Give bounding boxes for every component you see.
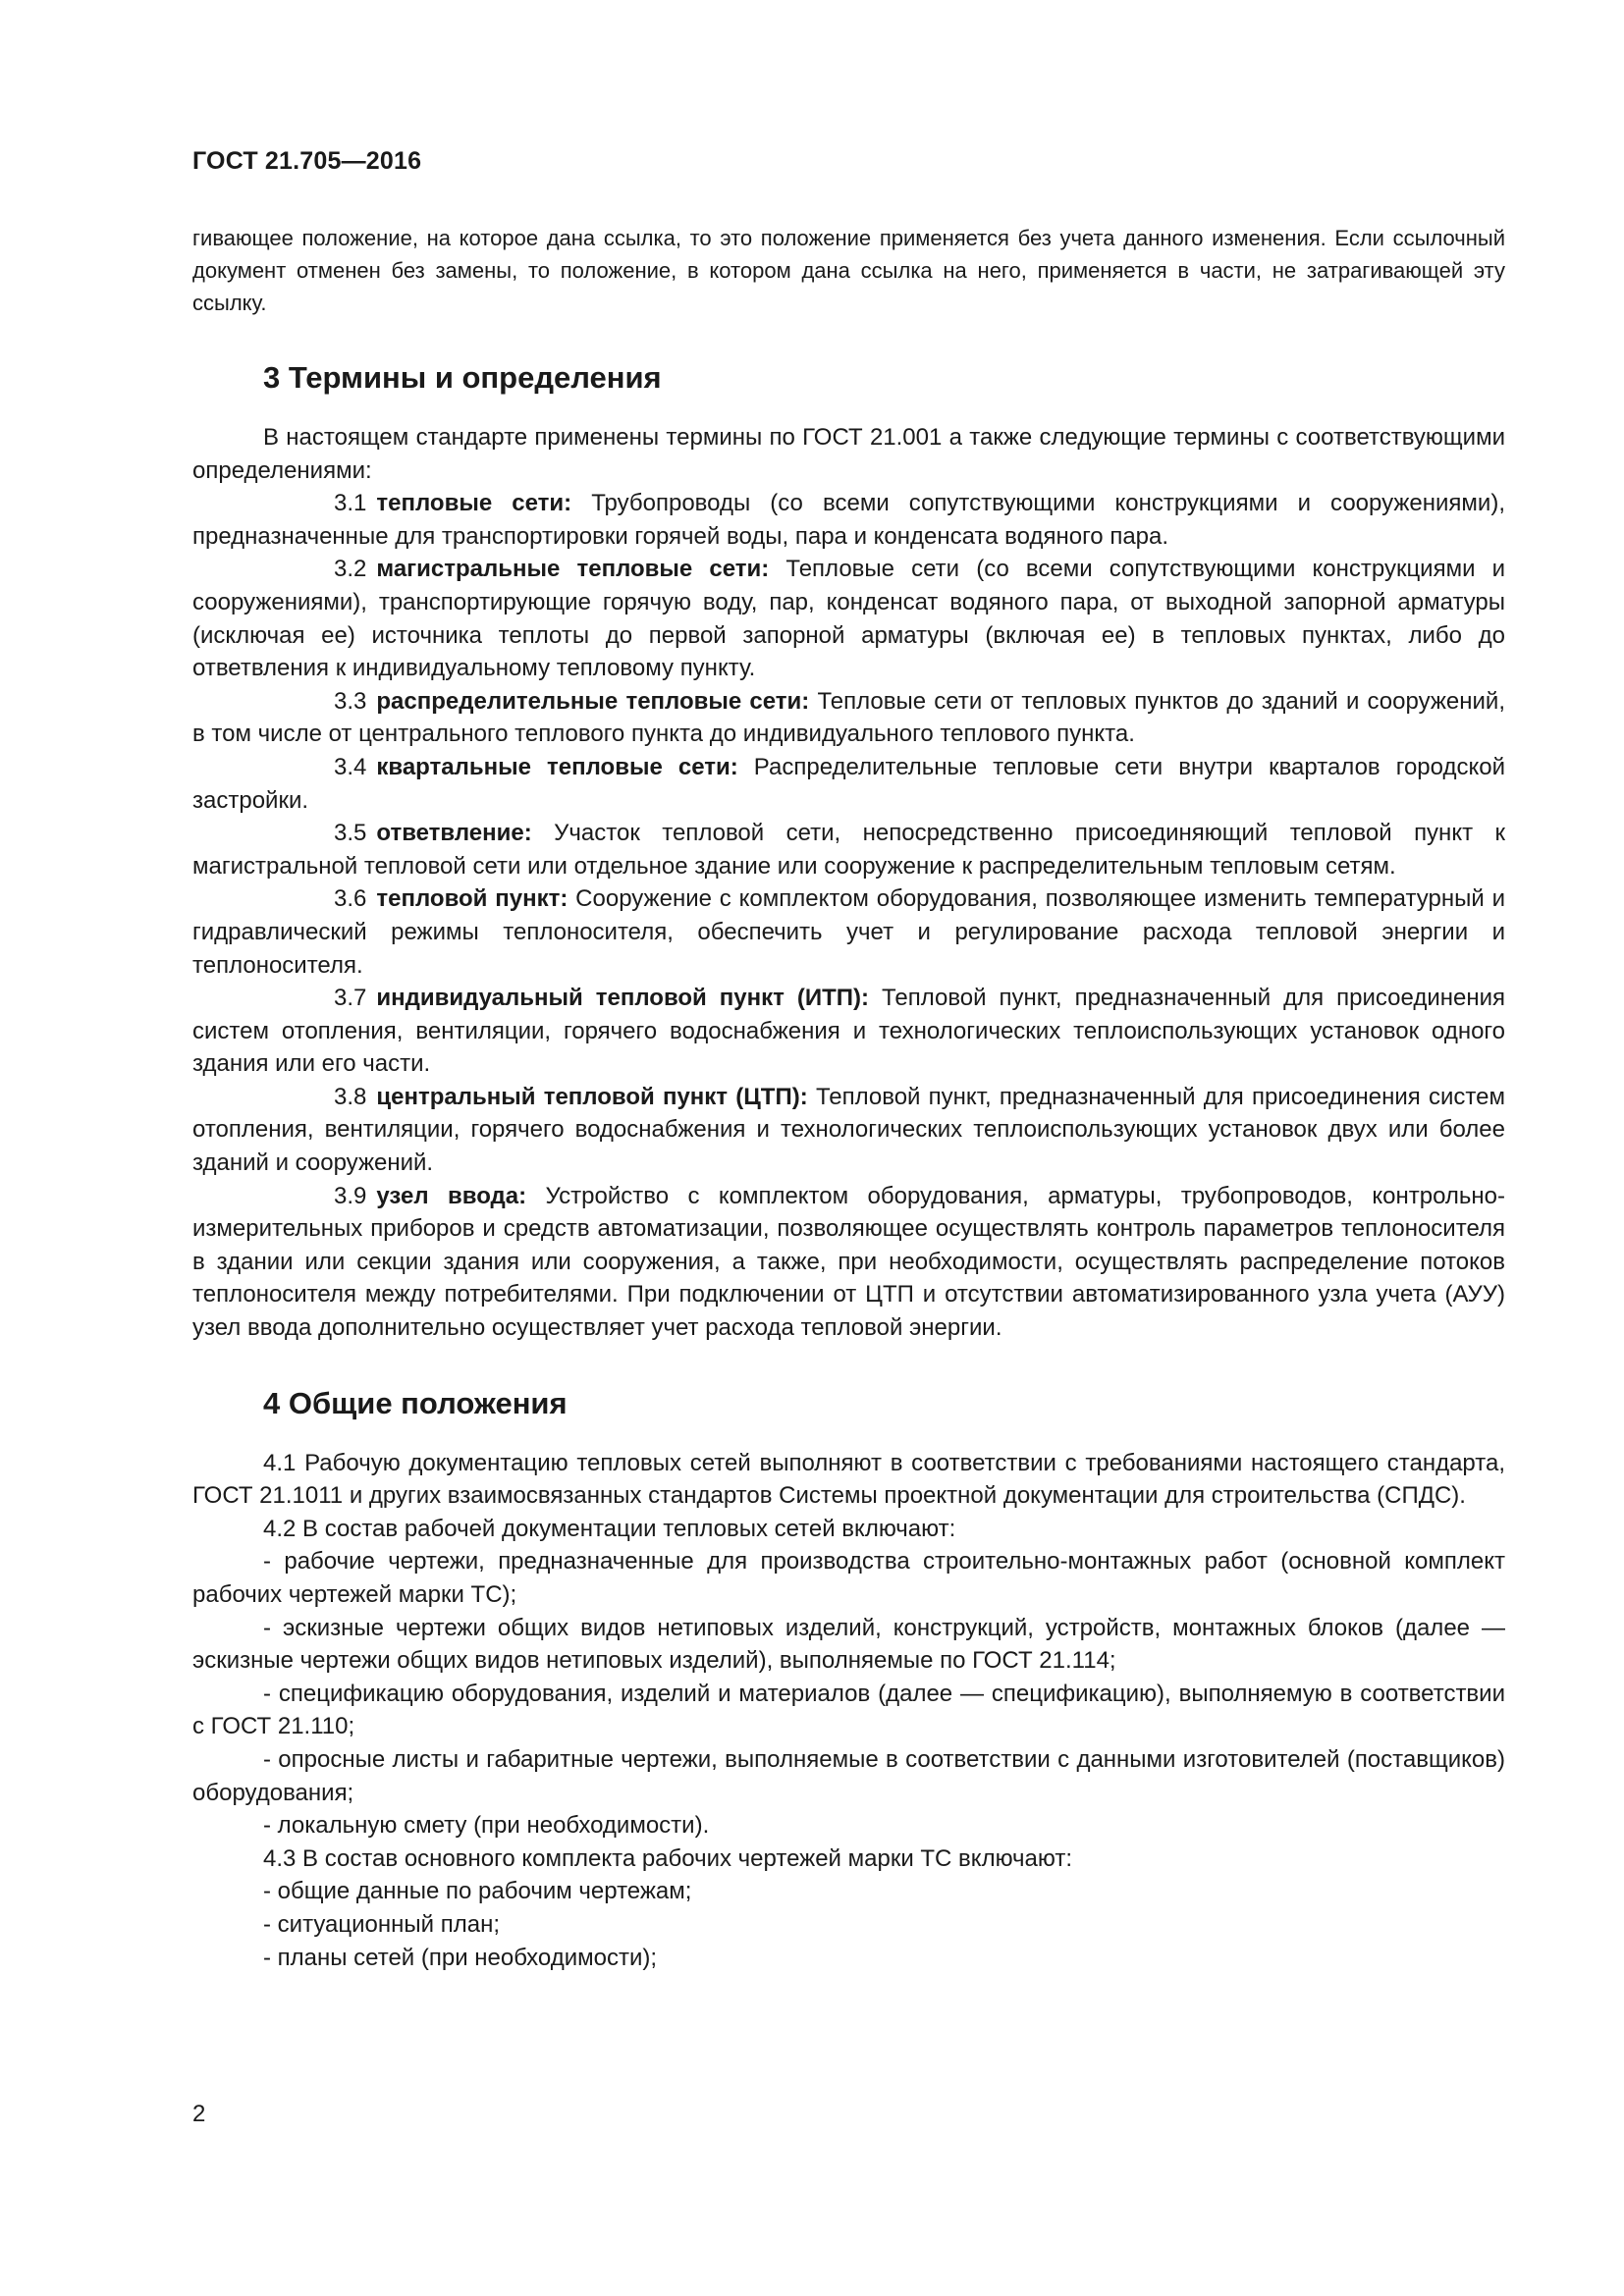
term-item: 3.6 тепловой пункт: Сооружение с комплектом оборудования, позволяющее изменить температурный и гидравлический режимы теплоносителя, обеспечить учет и регулирование расхода тепловой энергии и теплоносителя. <box>192 885 1505 979</box>
section-4-heading: 4 Общие положения <box>263 1385 568 1420</box>
term-item: 3.4 квартальные тепловые сети: Распределительные тепловые сети внутри кварталов городской застройки. <box>192 753 1505 814</box>
term-item: 3.8 центральный тепловой пункт (ЦТП): Тепловой пункт, предназначенный для присоединения систем отопления, вентиляции, горячего водоснабжения и технологических теплоиспользующих установок двух или более зданий и сооружений. <box>192 1083 1505 1177</box>
list-item: - спецификацию оборудования, изделий и материалов (далее — спецификацию), выполняемую в соответствии с ГОСТ 21.110; <box>192 1680 1505 1740</box>
term-item: 3.7 индивидуальный тепловой пункт (ИТП): Тепловой пункт, предназначенный для присоединения систем отопления, вентиляции, горячего водоснабжения и технологических теплоиспользующих установок одного здания или его части. <box>192 985 1506 1078</box>
list-item: - рабочие чертежи, предназначенные для производства строительно-монтажных работ (основной комплект рабочих чертежей марки ТС); <box>192 1548 1505 1608</box>
term-item: 3.2 магистральные тепловые сети: Тепловые сети (со всеми сопутствующими конструкциями и сооружениями), транспортирующие горячую воду, пар, конденсат водяного пара, от выходной запорной арматуры (исключая ее) источника теплоты до первой запорной арматуры (включая ее) в тепловых пунктах, либо до ответвления к индивидуальному тепловому пункту. <box>192 556 1506 682</box>
term-item: 3.3 распределительные тепловые сети: Тепловые сети от тепловых пунктов до зданий и сооружений, в том числе от центрального теплового пункта до индивидуального теплового пункта. <box>192 687 1505 748</box>
terms-list <box>192 487 1505 1344</box>
section-3-lead: В настоящем стандарте применены термины по ГОСТ 21.001 а также следующие термины с соответствующими определениями: <box>192 424 1505 484</box>
intro-paragraph: гивающее положение, на которое дана ссылка, то это положение применяется без учета данного изменения. Если ссылочный документ отменен без замены, то положение, в котором дана ссылка на него, применяется в части, не затрагивающей эту ссылку. <box>192 226 1505 315</box>
term-item: 3.9 узел ввода: Устройство с комплектом оборудования, арматуры, трубопроводов, контрольно-измерительных приборов и средств автоматизации, позволяющее осуществлять контроль параметров теплоносителя в здании или секции здания или сооружения, а также, при необходимости, осуществлять распределение потоков теплоносителя между потребителями. При подключении от ЦТП и отсутствии автоматизированного узла учета (АУУ) узел ввода дополнительно осуществляет учет расхода тепловой энергии. <box>192 1182 1505 1342</box>
paragraph-4-2: 4.2 В состав рабочей документации тепловых сетей включают: <box>263 1515 956 1542</box>
list-item: - планы сетей (при необходимости); <box>263 1944 658 1971</box>
list-item: - ситуационный план; <box>263 1910 501 1938</box>
term-item: 3.5 ответвление: Участок тепловой сети, непосредственно присоединяющий тепловой пункт к магистральной тепловой сети или отдельное здание или сооружение к распределительным тепловым сетям. <box>192 820 1506 880</box>
term-item: 3.1 тепловые сети: Трубопроводы (со всеми сопутствующими конструкциями и сооружениями), предназначенные для транспортировки горячей воды, пара и конденсата водяного пара. <box>192 490 1505 550</box>
section-3-heading: 3 Термины и определения <box>263 360 662 395</box>
page-number: 2 <box>192 2101 206 2127</box>
document-header: ГОСТ 21.705—2016 <box>192 147 422 175</box>
page-content <box>192 222 1505 1974</box>
list-item: - эскизные чертежи общих видов нетиповых изделий, конструкций, устройств, монтажных блоков (далее — эскизные чертежи общих видов нетиповых изделий), выполняемые по ГОСТ 21.114; <box>192 1614 1505 1675</box>
paragraph-4-3: 4.3 В состав основного комплекта рабочих чертежей марки ТС включают: <box>263 1844 1073 1872</box>
list-item: - локальную смету (при необходимости). <box>263 1812 710 1840</box>
paragraph-4-1: 4.1 Рабочую документацию тепловых сетей выполняют в соответствии с требованиями настоящего стандарта, ГОСТ 21.1011 и других взаимосвязанных стандартов Системы проектной документации для строительства (СПДС). <box>192 1449 1505 1510</box>
list-item: - общие данные по рабочим чертежам; <box>263 1878 692 1905</box>
list-item: - опросные листы и габаритные чертежи, выполняемые в соответствии с данными изготовителей (поставщиков) оборудования; <box>192 1745 1505 1806</box>
